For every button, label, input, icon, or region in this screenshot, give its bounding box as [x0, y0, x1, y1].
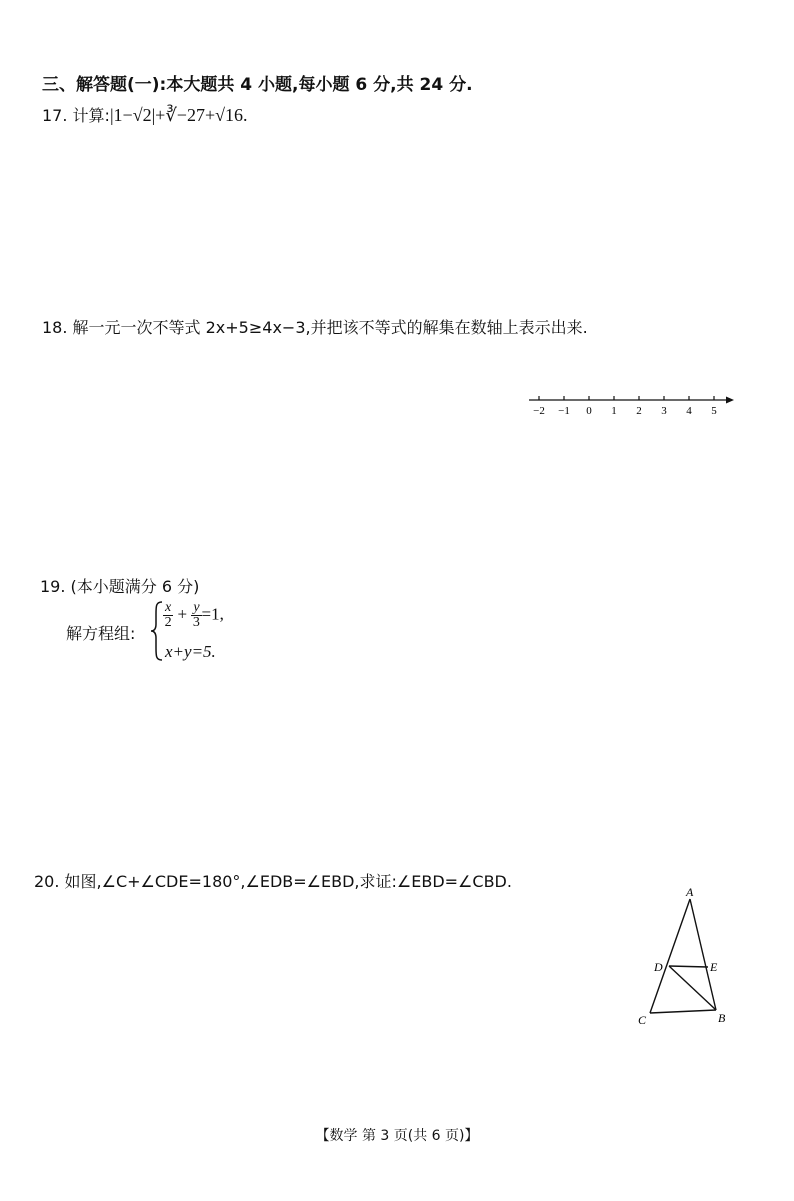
number-line-label: −2: [533, 405, 545, 417]
fraction-numerator: x: [165, 600, 172, 615]
question-17: [42, 103, 247, 126]
number-line: [527, 388, 737, 420]
page-footer: 【数学 第 3 页(共 6 页)】: [315, 1128, 479, 1144]
number-line-label: 2: [636, 405, 642, 417]
question-17-expression: |1−√2|+∛−27+√16.: [109, 105, 248, 125]
number-line-label: 1: [611, 405, 617, 417]
triangle-figure: [630, 885, 740, 1030]
section-heading: 三、解答题(一):本大题共 4 小题,每小题 6 分,共 24 分.: [42, 75, 473, 95]
equation-2: x+y=5.: [165, 642, 216, 661]
question-19-title: 19. (本小题满分 6 分): [40, 577, 200, 596]
number-line-label: 5: [711, 405, 717, 417]
number-line-label: 3: [661, 405, 667, 417]
question-17-prefix: 17. 计算:: [42, 106, 110, 125]
label-D: D: [654, 960, 663, 974]
segment-DE: [669, 966, 708, 967]
label-E: E: [710, 960, 718, 974]
fraction-denominator: 2: [164, 615, 172, 630]
segment-AC: [650, 899, 690, 1013]
segment-AB: [690, 899, 716, 1010]
question-18: 18. 解一元一次不等式 2x+5≥4x−3,并把该不等式的解集在数轴上表示出来.: [42, 318, 588, 337]
plus-sign: +: [177, 604, 188, 624]
fraction-numerator: y: [193, 600, 200, 615]
label-C: C: [638, 1013, 647, 1027]
question-19-label: 解方程组:: [66, 624, 136, 643]
label-A: A: [686, 885, 694, 899]
number-line-label: 4: [686, 405, 692, 417]
segment-CB: [650, 1010, 716, 1013]
fraction-x-over-2: [163, 601, 173, 630]
equation-1-rhs: =1,: [201, 604, 224, 624]
number-line-arrow: [726, 397, 734, 404]
system-brace: [150, 600, 164, 662]
label-B: B: [718, 1011, 726, 1025]
fraction-y-over-3: [191, 601, 201, 630]
fraction-denominator: 3: [192, 615, 200, 630]
number-line-label: −1: [558, 405, 570, 417]
number-line-label: 0: [586, 405, 592, 417]
equation-1: [163, 601, 224, 630]
question-20: 20. 如图,∠C+∠CDE=180°,∠EDB=∠EBD,求证:∠EBD=∠CBD.: [34, 872, 512, 891]
segment-DB: [669, 966, 716, 1010]
